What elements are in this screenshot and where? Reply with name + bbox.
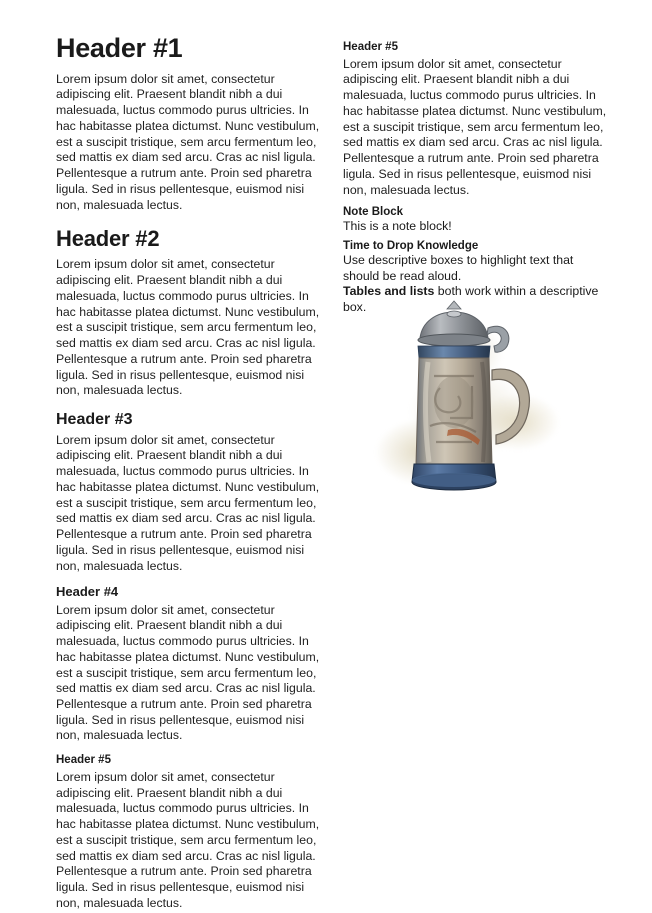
section-heading-5: Header #5 (56, 754, 111, 767)
beer-stein-illustration (368, 292, 568, 507)
body-paragraph: Lorem ipsum dolor sit amet, consectetur adipiscing elit. Praesent blandit nibh a dui malesuada, luctus commodo purus ultricies. In hac habitasse platea dictumst. Nunc vestibulum, est a suscipit tristique, sem arcu fermentum leo, sed mattis ex diam sed arcu. Cras ac nisl ligula. Pellentesque a rutrum ante. Proin sed pharetra ligula. Sed in risus pellentesque, euismod nisi non, malesuada lectus. (56, 432, 320, 573)
note-block-text: This is a note block! (343, 219, 452, 234)
section-heading-2: Header #2 (56, 226, 160, 252)
note-block-title: Note Block (343, 206, 404, 219)
descriptive-box-rest: both work within a descriptive box. (343, 284, 599, 315)
page-title: Header #1 (56, 33, 183, 63)
left-column (56, 34, 321, 913)
note-block (343, 206, 608, 235)
body-paragraph: Lorem ipsum dolor sit amet, consectetur adipiscing elit. Praesent blandit nibh a dui malesuada, luctus commodo purus ultricies. In hac habitasse platea dictumst. Nunc vestibulum, est a suscipit tristique, sem arcu fermentum leo, sed mattis ex diam sed arcu. Cras ac nisl ligula. Pellentesque a rutrum ante. Proin sed pharetra ligula. Sed in risus pellentesque, euismod nisi non, malesuada lectus. (56, 602, 320, 743)
body-paragraph: Lorem ipsum dolor sit amet, consectetur adipiscing elit. Praesent blandit nibh a dui malesuada, luctus commodo purus ultricies. In hac habitasse platea dictumst. Nunc vestibulum, est a suscipit tristique, sem arcu fermentum leo, sed mattis ex diam sed arcu. Cras ac nisl ligula. Pellentesque a rutrum ante. Proin sed pharetra ligula. Sed in risus pellentesque, euismod nisi non, malesuada lectus. (56, 769, 320, 910)
body-paragraph: Lorem ipsum dolor sit amet, consectetur adipiscing elit. Praesent blandit nibh a dui malesuada, luctus commodo purus ultricies. In hac habitasse platea dictumst. Nunc vestibulum, est a suscipit tristique, sem arcu fermentum leo, sed mattis ex diam sed arcu. Cras ac nisl ligula. Pellentesque a rutrum ante. Proin sed pharetra ligula. Sed in risus pellentesque, euismod nisi non, malesuada lectus. (56, 257, 320, 398)
descriptive-box-title: Time to Drop Knowledge (343, 239, 479, 252)
section-heading-3: Header #3 (56, 411, 133, 429)
beer-stein-icon (388, 292, 548, 507)
body-paragraph: Lorem ipsum dolor sit amet, consectetur adipiscing elit. Praesent blandit nibh a dui malesuada, luctus commodo purus ultricies. In hac habitasse platea dictumst. Nunc vestibulum, est a suscipit tristique, sem arcu fermentum leo, sed mattis ex diam sed arcu. Cras ac nisl ligula. Pellentesque a rutrum ante. Proin sed pharetra ligula. Sed in risus pellentesque, euismod nisi non, malesuada lectus. (56, 71, 320, 212)
descriptive-box-bold-phrase: Tables and lists (343, 284, 435, 299)
body-paragraph: Lorem ipsum dolor sit amet, consectetur adipiscing elit. Praesent blandit nibh a dui malesuada, luctus commodo purus ultricies. In hac habitasse platea dictumst. Nunc vestibulum, est a suscipit tristique, sem arcu fermentum leo, sed mattis ex diam sed arcu. Cras ac nisl ligula. Pellentesque a rutrum ante. Proin sed pharetra ligula. Sed in risus pellentesque, euismod nisi non, malesuada lectus. (343, 56, 607, 197)
section-heading-4: Header #4 (56, 584, 119, 600)
descriptive-box-text: Use descriptive boxes to highlight text that should be read aloud. (343, 252, 574, 283)
section-heading-5: Header #5 (343, 41, 398, 53)
